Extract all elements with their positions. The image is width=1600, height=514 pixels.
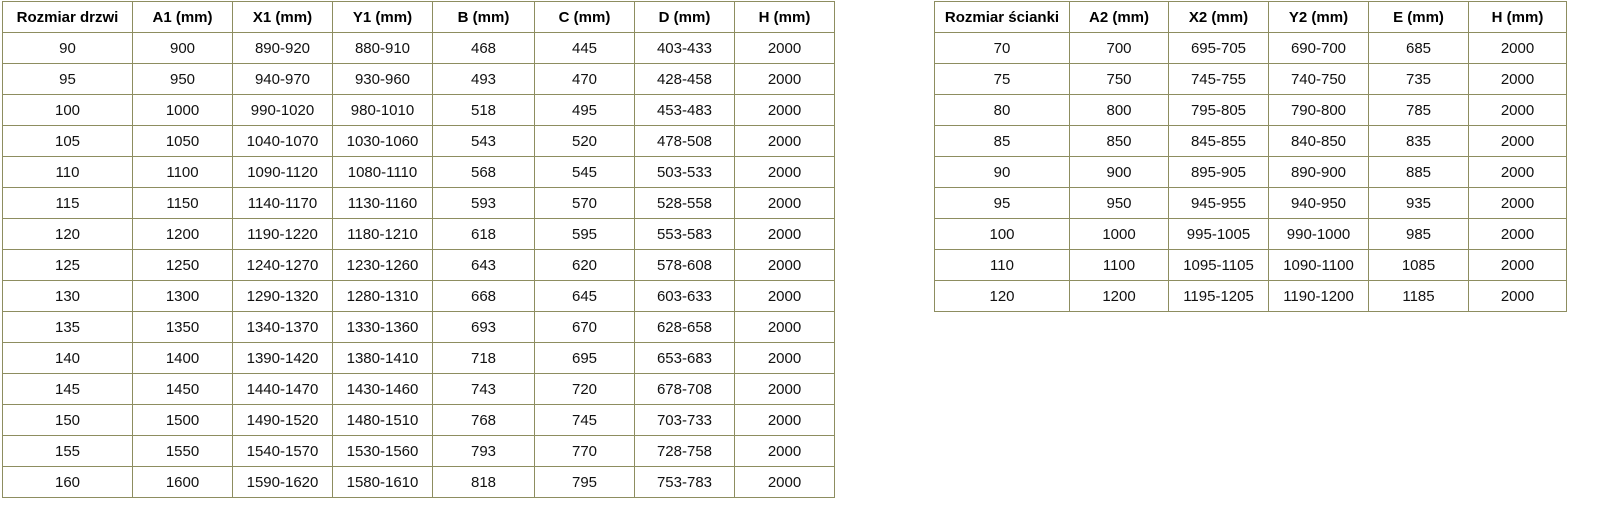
column-header: X1 (mm) — [233, 2, 333, 33]
table-cell: 1100 — [133, 157, 233, 188]
table-cell: 140 — [3, 343, 133, 374]
table-cell: 75 — [935, 64, 1070, 95]
table-cell: 940-950 — [1269, 188, 1369, 219]
table-cell: 2000 — [735, 157, 835, 188]
table-cell: 2000 — [735, 281, 835, 312]
table-cell: 1490-1520 — [233, 405, 333, 436]
table-cell: 653-683 — [635, 343, 735, 374]
table-cell: 90 — [3, 33, 133, 64]
table-cell: 1390-1420 — [233, 343, 333, 374]
table-cell: 160 — [3, 467, 133, 498]
table-cell: 950 — [1070, 188, 1169, 219]
table-cell: 1330-1360 — [333, 312, 433, 343]
table-cell: 895-905 — [1169, 157, 1269, 188]
table-row — [935, 126, 1567, 157]
table-cell: 745 — [535, 405, 635, 436]
table-row — [935, 250, 1567, 281]
table-cell: 593 — [433, 188, 535, 219]
table-cell: 493 — [433, 64, 535, 95]
table-cell: 518 — [433, 95, 535, 126]
table-cell: 693 — [433, 312, 535, 343]
table-cell: 950 — [133, 64, 233, 95]
table-cell: 130 — [3, 281, 133, 312]
table-cell: 2000 — [735, 95, 835, 126]
table-cell: 1540-1570 — [233, 436, 333, 467]
column-header: Y2 (mm) — [1269, 2, 1369, 33]
table-cell: 100 — [935, 219, 1070, 250]
table-cell: 568 — [433, 157, 535, 188]
table-cell: 1195-1205 — [1169, 281, 1269, 312]
table-cell: 2000 — [1469, 188, 1567, 219]
table-cell: 520 — [535, 126, 635, 157]
table-cell: 1200 — [1070, 281, 1169, 312]
column-header: D (mm) — [635, 2, 735, 33]
column-header: C (mm) — [535, 2, 635, 33]
table-cell: 110 — [3, 157, 133, 188]
table-cell: 745-755 — [1169, 64, 1269, 95]
table-cell: 1590-1620 — [233, 467, 333, 498]
table-cell: 793 — [433, 436, 535, 467]
table-cell: 1030-1060 — [333, 126, 433, 157]
table-row — [935, 281, 1567, 312]
table-cell: 880-910 — [333, 33, 433, 64]
table-cell: 850 — [1070, 126, 1169, 157]
table-cell: 940-970 — [233, 64, 333, 95]
table-cell: 1240-1270 — [233, 250, 333, 281]
table-cell: 770 — [535, 436, 635, 467]
table-cell: 595 — [535, 219, 635, 250]
door-size-table-header — [3, 2, 835, 33]
table-cell: 2000 — [735, 405, 835, 436]
table-cell: 1480-1510 — [333, 405, 433, 436]
table-cell: 2000 — [1469, 33, 1567, 64]
table-cell: 105 — [3, 126, 133, 157]
table-cell: 685 — [1369, 33, 1469, 64]
table-cell: 1350 — [133, 312, 233, 343]
table-row — [935, 64, 1567, 95]
table-cell: 990-1000 — [1269, 219, 1369, 250]
table-cell: 890-920 — [233, 33, 333, 64]
table-cell: 1200 — [133, 219, 233, 250]
table-cell: 795 — [535, 467, 635, 498]
table-row — [3, 33, 835, 64]
table-cell: 2000 — [735, 312, 835, 343]
table-cell: 2000 — [1469, 250, 1567, 281]
column-header: Rozmiar ścianki — [935, 2, 1070, 33]
table-cell: 818 — [433, 467, 535, 498]
table-cell: 1380-1410 — [333, 343, 433, 374]
table-cell: 578-608 — [635, 250, 735, 281]
table-row — [3, 157, 835, 188]
table-cell: 800 — [1070, 95, 1169, 126]
table-cell: 1150 — [133, 188, 233, 219]
table-cell: 628-658 — [635, 312, 735, 343]
table-cell: 703-733 — [635, 405, 735, 436]
table-cell: 120 — [935, 281, 1070, 312]
table-cell: 720 — [535, 374, 635, 405]
wall-size-table-body — [935, 33, 1567, 312]
table-cell: 2000 — [1469, 126, 1567, 157]
table-cell: 1290-1320 — [233, 281, 333, 312]
table-cell: 1090-1100 — [1269, 250, 1369, 281]
table-row — [935, 157, 1567, 188]
table-cell: 145 — [3, 374, 133, 405]
table-cell: 1580-1610 — [333, 467, 433, 498]
table-cell: 468 — [433, 33, 535, 64]
table-cell: 1530-1560 — [333, 436, 433, 467]
table-cell: 135 — [3, 312, 133, 343]
table-cell: 1340-1370 — [233, 312, 333, 343]
table-cell: 1050 — [133, 126, 233, 157]
table-row — [935, 33, 1567, 64]
wall-size-table — [934, 1, 1567, 312]
table-cell: 545 — [535, 157, 635, 188]
table-cell: 100 — [3, 95, 133, 126]
table-cell: 1550 — [133, 436, 233, 467]
table-cell: 2000 — [1469, 281, 1567, 312]
table-cell: 1280-1310 — [333, 281, 433, 312]
table-cell: 1250 — [133, 250, 233, 281]
column-header: X2 (mm) — [1169, 2, 1269, 33]
column-header: H (mm) — [1469, 2, 1567, 33]
table-cell: 2000 — [735, 250, 835, 281]
column-header: Y1 (mm) — [333, 2, 433, 33]
table-cell: 155 — [3, 436, 133, 467]
table-cell: 478-508 — [635, 126, 735, 157]
column-header: A1 (mm) — [133, 2, 233, 33]
table-cell: 1000 — [1070, 219, 1169, 250]
table-cell: 1190-1220 — [233, 219, 333, 250]
table-cell: 2000 — [1469, 157, 1567, 188]
table-cell: 728-758 — [635, 436, 735, 467]
table-cell: 900 — [1070, 157, 1169, 188]
table-cell: 95 — [935, 188, 1070, 219]
table-row — [3, 343, 835, 374]
table-cell: 750 — [1070, 64, 1169, 95]
table-cell: 1095-1105 — [1169, 250, 1269, 281]
table-cell: 1130-1160 — [333, 188, 433, 219]
table-cell: 700 — [1070, 33, 1169, 64]
table-cell: 528-558 — [635, 188, 735, 219]
table-cell: 718 — [433, 343, 535, 374]
table-cell: 2000 — [735, 436, 835, 467]
table-cell: 470 — [535, 64, 635, 95]
table-cell: 1440-1470 — [233, 374, 333, 405]
table-cell: 2000 — [735, 188, 835, 219]
table-cell: 1400 — [133, 343, 233, 374]
table-row — [3, 188, 835, 219]
table-row — [3, 281, 835, 312]
table-cell: 428-458 — [635, 64, 735, 95]
table-cell: 740-750 — [1269, 64, 1369, 95]
table-cell: 753-783 — [635, 467, 735, 498]
table-cell: 1040-1070 — [233, 126, 333, 157]
table-cell: 2000 — [735, 126, 835, 157]
table-cell: 495 — [535, 95, 635, 126]
table-row — [3, 436, 835, 467]
table-cell: 695 — [535, 343, 635, 374]
table-cell: 900 — [133, 33, 233, 64]
table-cell: 70 — [935, 33, 1070, 64]
table-cell: 678-708 — [635, 374, 735, 405]
table-cell: 2000 — [735, 343, 835, 374]
table-cell: 735 — [1369, 64, 1469, 95]
table-row — [935, 95, 1567, 126]
table-row — [3, 126, 835, 157]
table-cell: 790-800 — [1269, 95, 1369, 126]
table-cell: 2000 — [735, 374, 835, 405]
column-header: E (mm) — [1369, 2, 1469, 33]
table-cell: 95 — [3, 64, 133, 95]
table-row — [3, 312, 835, 343]
column-header: Rozmiar drzwi — [3, 2, 133, 33]
column-header: H (mm) — [735, 2, 835, 33]
table-cell: 645 — [535, 281, 635, 312]
table-cell: 618 — [433, 219, 535, 250]
table-cell: 125 — [3, 250, 133, 281]
table-cell: 2000 — [735, 64, 835, 95]
table-cell: 90 — [935, 157, 1070, 188]
table-cell: 885 — [1369, 157, 1469, 188]
table-cell: 1085 — [1369, 250, 1469, 281]
door-size-table — [2, 1, 835, 498]
table-cell: 995-1005 — [1169, 219, 1269, 250]
table-row — [3, 405, 835, 436]
header-row — [3, 2, 835, 33]
table-row — [3, 219, 835, 250]
table-cell: 985 — [1369, 219, 1469, 250]
table-row — [3, 467, 835, 498]
table-cell: 785 — [1369, 95, 1469, 126]
table-cell: 768 — [433, 405, 535, 436]
table-cell: 1185 — [1369, 281, 1469, 312]
table-cell: 795-805 — [1169, 95, 1269, 126]
table-cell: 620 — [535, 250, 635, 281]
table-cell: 1100 — [1070, 250, 1169, 281]
table-cell: 2000 — [1469, 64, 1567, 95]
table-cell: 990-1020 — [233, 95, 333, 126]
table-cell: 1450 — [133, 374, 233, 405]
table-cell: 2000 — [1469, 95, 1567, 126]
table-cell: 840-850 — [1269, 126, 1369, 157]
table-cell: 890-900 — [1269, 157, 1369, 188]
table-row — [3, 374, 835, 405]
table-cell: 445 — [535, 33, 635, 64]
table-cell: 1080-1110 — [333, 157, 433, 188]
table-cell: 930-960 — [333, 64, 433, 95]
table-cell: 2000 — [735, 219, 835, 250]
table-cell: 1000 — [133, 95, 233, 126]
table-row — [3, 250, 835, 281]
table-cell: 1300 — [133, 281, 233, 312]
table-cell: 2000 — [735, 467, 835, 498]
wall-size-table-header — [935, 2, 1567, 33]
table-row — [935, 219, 1567, 250]
table-cell: 2000 — [735, 33, 835, 64]
table-cell: 453-483 — [635, 95, 735, 126]
table-row — [935, 188, 1567, 219]
table-cell: 570 — [535, 188, 635, 219]
table-cell: 1430-1460 — [333, 374, 433, 405]
table-cell: 603-633 — [635, 281, 735, 312]
table-cell: 1230-1260 — [333, 250, 433, 281]
table-cell: 668 — [433, 281, 535, 312]
table-cell: 85 — [935, 126, 1070, 157]
table-cell: 1500 — [133, 405, 233, 436]
table-cell: 120 — [3, 219, 133, 250]
table-cell: 1090-1120 — [233, 157, 333, 188]
table-cell: 503-533 — [635, 157, 735, 188]
table-row — [3, 95, 835, 126]
table-cell: 690-700 — [1269, 33, 1369, 64]
table-cell: 695-705 — [1169, 33, 1269, 64]
column-header: B (mm) — [433, 2, 535, 33]
table-cell: 1600 — [133, 467, 233, 498]
table-cell: 543 — [433, 126, 535, 157]
table-cell: 643 — [433, 250, 535, 281]
column-header: A2 (mm) — [1070, 2, 1169, 33]
table-cell: 553-583 — [635, 219, 735, 250]
table-cell: 980-1010 — [333, 95, 433, 126]
table-cell: 1190-1200 — [1269, 281, 1369, 312]
table-cell: 115 — [3, 188, 133, 219]
table-cell: 150 — [3, 405, 133, 436]
table-cell: 1140-1170 — [233, 188, 333, 219]
door-size-table-body — [3, 33, 835, 498]
table-cell: 1180-1210 — [333, 219, 433, 250]
header-row — [935, 2, 1567, 33]
table-cell: 2000 — [1469, 219, 1567, 250]
table-cell: 945-955 — [1169, 188, 1269, 219]
table-cell: 670 — [535, 312, 635, 343]
table-cell: 110 — [935, 250, 1070, 281]
table-cell: 403-433 — [635, 33, 735, 64]
table-cell: 80 — [935, 95, 1070, 126]
table-row — [3, 64, 835, 95]
table-cell: 935 — [1369, 188, 1469, 219]
table-cell: 743 — [433, 374, 535, 405]
table-cell: 845-855 — [1169, 126, 1269, 157]
table-cell: 835 — [1369, 126, 1469, 157]
